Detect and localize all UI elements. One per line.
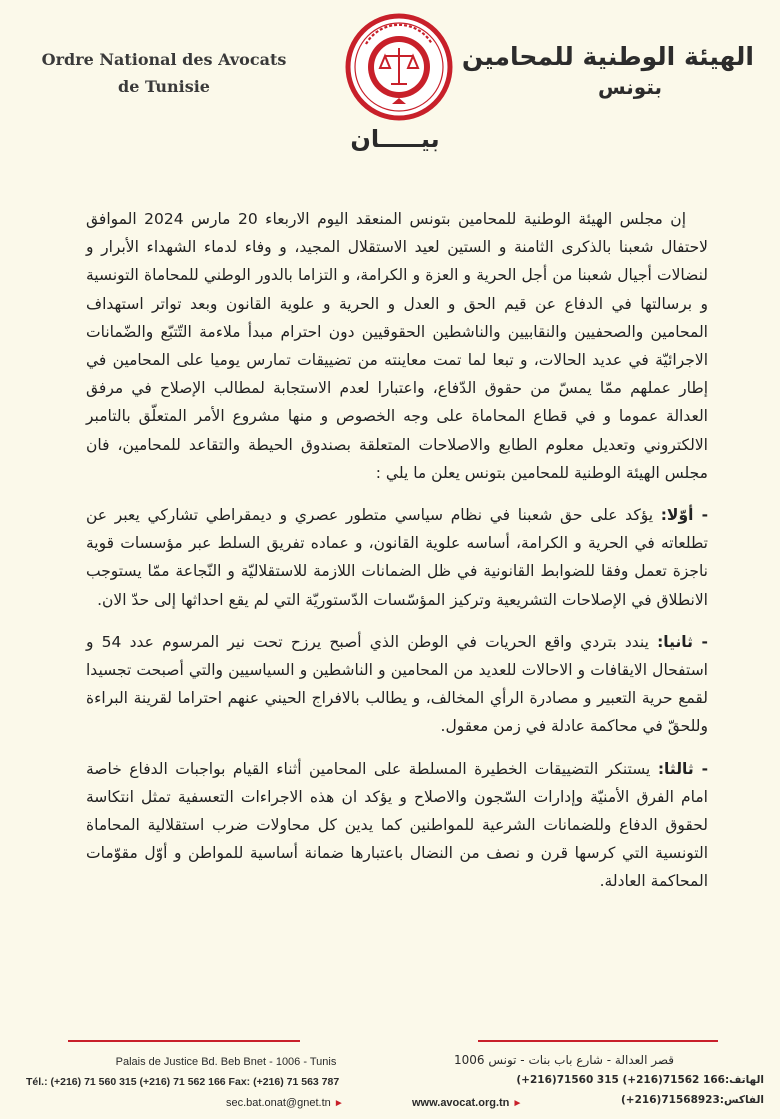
footer-phone-arabic: الهاتف:166 71562(216+) 315 71560(216+) الفاكس:71568923(216+) xyxy=(516,1074,764,1106)
org-name-french xyxy=(34,46,294,100)
org-name-arabic xyxy=(454,40,754,100)
statement-item-3 xyxy=(86,755,708,896)
item-text: يستنكر التضييقات الخطيرة المسلطة على المحامين أثناء القيام بواجبات الدفاع خاصة امام الفرق الأمنيّة وإدارات السّجون والاصلاح و يؤكد ان هذه الاجراءات التعسفية تمثل انتكاسة لحقوق الدفاع وللضمانات الشرعية للمواطنين كما يدين كل محاولات ضرب استقلالية المحاماة التونسية التي كرسها قرن و نصف من النضال باعتبارها ضمانة أساسية للمواطن و أوّل مقوّمات المحاكمة العادلة. xyxy=(86,759,708,891)
item-lead: - ثانيا: xyxy=(657,632,708,651)
bar-association-seal-icon xyxy=(344,12,454,122)
footer-divider-right xyxy=(478,1040,718,1042)
email-link[interactable]: sec.bat.onat@gnet.tn xyxy=(226,1097,331,1109)
item-text: يؤكد على حق شعبنا في نظام سياسي متطور عصري و ديمقراطي تشاركي يعبر عن تطلعاته في الحرية و الكرامة، أساسه علوية القانون، و عماده تفريق السلط عبر مؤسسات قوية ناجزة تعمل وفقا للضوابط القانونية في ظل الضمانات اللازمة للاستقلاليّة و النّجاعة ممّا يستوجب الانطلاق في الإصلاحات التشريعية وتركيز المؤسّسات الدّستوريّة التي لم يقع احداثها إلى حدّ الان. xyxy=(86,506,708,609)
footer-email[interactable] xyxy=(226,1097,386,1109)
footer-divider-left xyxy=(68,1040,300,1042)
intro-paragraph: إن مجلس الهيئة الوطنية للمحامين بتونس المنعقد اليوم الاربعاء 20 مارس 2024 الموافق لاحتفال شعبنا بالذكرى الثامنة و الستين لعيد الاستقلال المجيد، و وفاء لدماء الشهداء الأبرار و لنضالات أجيال شعبنا من أجل الحرية و العزة و الكرامة، و التزاما بالدور الوطني للمحاماة التونسية و برسالتها في الدفاع عن قيم الحق و العدل و الحرية و علوية القانون وبعد تواتر استهداف المحامين والصحفيين والنقابيين والناشطين الحقوقيين دون احترام مبدأ ملاءمة التّتبّع والضّمانات الاجرائيّة في عديد الحالات، و تبعا لما تمت معاينته من تضييقات تمارس يوميا على المحامين في إطار عملهم ممّا يمسّ من حقوق الدّفاع، واعتبارا لعدم الاستجابة لمطالب الإصلاح في مرفق العدالة عموما و في قطاع المحاماة على وجه الخصوص و منها مشروع الأمر المتعلّق بالتامبر الالكتروني وتعديل معلوم الطابع والاصلاحات المتعلقة بصندوق الحيطة والتقاعد للمحامين، فان مجلس الهيئة الوطنية للمحامين بتونس يعلن ما يلي : xyxy=(86,210,708,482)
org-name-french-line1: Ordre National des Avocats xyxy=(41,50,287,69)
website-link[interactable]: www.avocat.org.tn xyxy=(412,1097,510,1109)
statement-item-1 xyxy=(86,501,708,614)
footer-address-french: Palais de Justice Bd. Beb Bnet - 1006 - Tunis xyxy=(115,1056,337,1068)
item-text: يندد بتردي واقع الحريات في الوطن الذي أصبح يرزح تحت نير المرسوم عدد 54 و استفحال الايقافات و الاحالات للعديد من المحامين و الناشطين و السياسيين والتي أصبحت تجسيدا لقمع حرية التعبير و مصادرة الرأي المخالف، و يطالب بالافراج الحيني عنهم احتراما لقرينة البراءة وللحقّ في محاكمة عادلة في زمن معقول. xyxy=(86,632,708,736)
footer-phone-french: Tél.: (+216) 71 560 315 (+216) 71 562 166 Fax: (+216) 71 563 787 xyxy=(26,1076,340,1088)
org-name-arabic-line1: الهيئة الوطنية للمحامين xyxy=(461,42,754,71)
footer-website[interactable] xyxy=(412,1097,572,1109)
arrow-right-icon: ► xyxy=(333,1098,344,1109)
item-lead: - أوّلا: xyxy=(660,506,708,525)
footer-contact-french xyxy=(26,1052,366,1092)
document-title: بيـــــان xyxy=(350,125,440,153)
footer-address-arabic: قصر العدالة - شارع باب بنات - تونس 1006 xyxy=(453,1053,674,1067)
statement-item-2 xyxy=(86,628,708,741)
arrow-right-icon: ► xyxy=(512,1098,523,1109)
org-name-french-line2: de Tunisie xyxy=(118,77,210,96)
statement-body xyxy=(86,205,708,896)
item-lead: - ثالثا: xyxy=(657,759,709,778)
org-name-arabic-line2: بتونس xyxy=(598,75,662,99)
